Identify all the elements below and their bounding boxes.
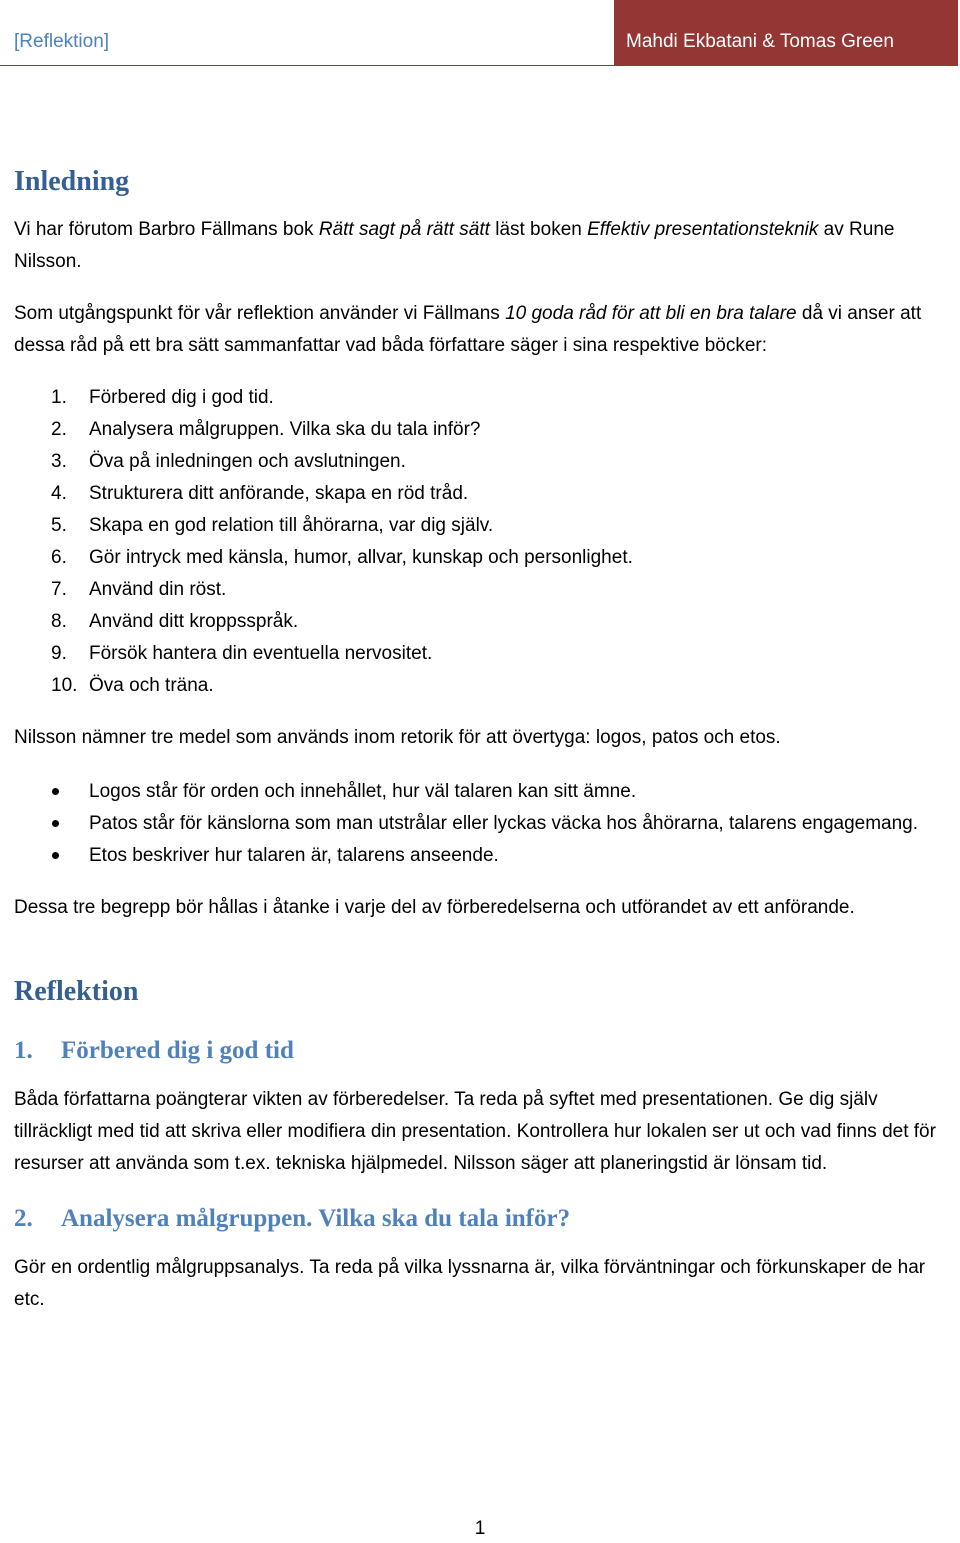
document-body (14, 164, 944, 1316)
page-number: 1 (474, 1518, 486, 1539)
rhetoric-paragraph: Nilsson nämner tre medel som används inom retorik för att övertyga: logos, patos och etos. (14, 727, 781, 748)
header-divider (0, 65, 614, 66)
paragraph-malgruppen: Gör en ordentlig målgruppsanalys. Ta reda på vilka lyssnarna är, vilka förväntningar och förkunskaper de har etc. (14, 1257, 926, 1310)
heading-inledning: Inledning (14, 166, 130, 197)
heading-reflektion: Reflektion (14, 976, 139, 1007)
bullet-icon (52, 820, 59, 827)
list-item: 3. Öva på inledningen och avslutningen. (51, 451, 406, 472)
list-item: 10. Öva och träna. (51, 675, 214, 696)
intro-paragraph-basis: Som utgångspunkt för vår reflektion använder vi Fällmans 10 goda råd för att bli en bra talare då vi anser att dessa råd på ett bra sätt sammanfattar vad båda författare säger i sina respektive böcker: (14, 303, 922, 356)
page-header (0, 0, 960, 66)
list-item: 6. Gör intryck med känsla, humor, allvar, kunskap och personlighet. (51, 547, 633, 568)
intro-paragraph-books: Vi har förutom Barbro Fällmans bok Rätt sagt på rätt sätt läst boken Effektiv presentationsteknik av Rune Nilsson. (14, 219, 895, 272)
list-item: Etos beskriver hur talaren är, talarens anseende. (14, 840, 944, 872)
list-item: 4. Strukturera ditt anförande, skapa en röd tråd. (51, 483, 469, 504)
header-document-title: [Reflektion] (14, 31, 110, 52)
list-item: 5. Skapa en god relation till åhörarna, var dig själv. (51, 515, 494, 536)
list-item: Patos står för känslorna som man utstrålar eller lyckas väcka hos åhörarna, talarens engagemang. (14, 808, 944, 840)
subheading-forbered: 1. Förbered dig i god tid (14, 1037, 294, 1064)
list-item: 9. Försök hantera din eventuella nervositet. (51, 643, 433, 664)
list-item: 7. Använd din röst. (51, 579, 227, 600)
list-item: 1. Förbered dig i god tid. (51, 387, 274, 408)
rhetoric-bullets (14, 776, 944, 872)
conclusion-paragraph: Dessa tre begrepp bör hållas i åtanke i varje del av förberedelserna och utförandet av ett anförande. (14, 897, 855, 918)
bullet-icon (52, 852, 59, 859)
list-item: Logos står för orden och innehållet, hur väl talaren kan sitt ämne. (14, 776, 944, 808)
bullet-icon (52, 788, 59, 795)
list-item: 2. Analysera målgruppen. Vilka ska du tala inför? (51, 419, 481, 440)
list-item: 8. Använd ditt kroppsspråk. (51, 611, 299, 632)
header-authors: Mahdi Ekbatani & Tomas Green (614, 0, 958, 66)
paragraph-forbered: Båda författarna poängterar vikten av förberedelser. Ta reda på syftet med presentationen. Ge dig själv tillräckligt med tid att skriva eller modifiera din presentation. Kontrollera hur lokalen ser ut och vad finns det för resurser att använda som t.ex. tekniska hjälpmedel. Nilsson säger att planeringstid är lönsam tid. (14, 1089, 936, 1174)
subheading-malgruppen: 2. Analysera målgruppen. Vilka ska du tala inför? (14, 1205, 571, 1232)
ten-tips-list (14, 382, 944, 702)
